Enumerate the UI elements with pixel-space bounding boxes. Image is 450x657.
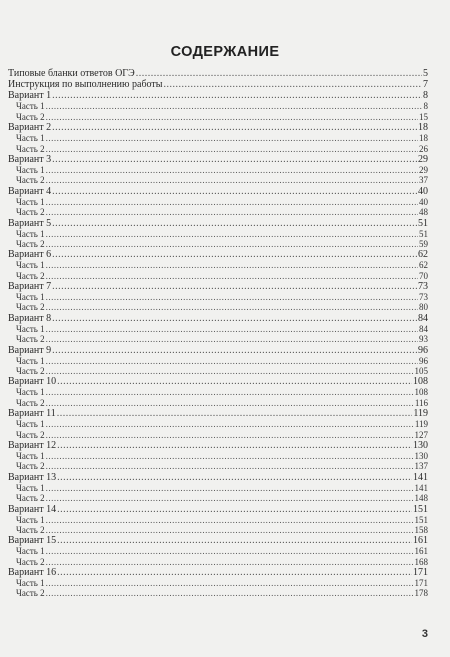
toc-part-entry-page: 73: [419, 292, 428, 303]
variant-list: [8, 90, 428, 599]
toc-part-entry[interactable]: [8, 366, 428, 376]
toc-part-entry[interactable]: [8, 302, 428, 312]
leader-dots: [46, 356, 418, 366]
toc-part-entry-page: 96: [419, 355, 428, 366]
leader-dots: [52, 90, 422, 101]
toc-variant-entry-label: Вариант 8: [8, 312, 52, 324]
toc-part-entry-page: 168: [414, 556, 428, 567]
leader-dots: [57, 440, 412, 451]
toc-part-entry-page: 151: [414, 514, 428, 525]
toc-variant-entry-label: Вариант 3: [8, 153, 52, 165]
toc-part-entry-page: 40: [419, 196, 428, 207]
leader-dots: [57, 535, 412, 546]
leader-dots: [46, 271, 418, 281]
toc-part-entry-label: Часть 1: [16, 196, 45, 207]
toc-part-entry-label: Часть 1: [16, 355, 45, 366]
toc-part-entry[interactable]: [8, 493, 428, 503]
toc-part-entry-label: Часть 2: [16, 334, 45, 345]
leader-dots: [52, 154, 417, 165]
toc-part-entry-label: Часть 1: [16, 292, 45, 303]
toc-variant-entry-page: 171: [413, 567, 428, 579]
toc-variant-entry-page: 62: [418, 249, 428, 261]
toc-variant-entry-page: 108: [413, 376, 428, 388]
toc-part-entry-page: 158: [414, 524, 428, 535]
leader-dots: [46, 133, 418, 143]
toc-part-entry-label: Часть 2: [16, 397, 45, 408]
leader-dots: [46, 239, 418, 249]
leader-dots: [57, 504, 412, 515]
toc-part-entry-page: 80: [419, 302, 428, 313]
toc-part-entry[interactable]: [8, 430, 428, 440]
leader-dots: [136, 68, 422, 79]
toc-part-entry-page: 62: [419, 260, 428, 271]
leader-dots: [46, 430, 414, 440]
toc-part-entry-label: Часть 2: [16, 175, 45, 186]
toc-part-entry-label: Часть 2: [16, 270, 45, 281]
toc-part-entry-page: 48: [419, 207, 428, 218]
leader-dots: [46, 260, 418, 270]
toc-part-entry[interactable]: [8, 175, 428, 185]
toc-part-entry-label: Часть 1: [16, 323, 45, 334]
toc-part-entry-label: Часть 1: [16, 546, 45, 557]
toc-part-entry-label: Часть 2: [16, 238, 45, 249]
toc-part-entry[interactable]: [8, 356, 428, 366]
leader-dots: [46, 197, 418, 207]
toc-part-entry-label: Часть 1: [16, 228, 45, 239]
leader-dots: [46, 419, 414, 429]
toc-part-entry-page: 116: [414, 397, 428, 408]
toc-variant-entry-page: 141: [413, 471, 428, 483]
leader-dots: [52, 345, 417, 356]
toc-part-entry-label: Часть 1: [16, 164, 45, 175]
toc-part-entry[interactable]: [8, 292, 428, 302]
toc-variant-entry-page: 73: [418, 281, 428, 293]
leader-dots: [46, 366, 414, 376]
toc-part-entry-page: 141: [414, 482, 428, 493]
toc-variant-entry-label: Вариант 14: [8, 503, 57, 515]
toc-part-entry[interactable]: [8, 144, 428, 154]
leader-dots: [52, 281, 417, 292]
toc-variant-entry-page: 18: [418, 122, 428, 134]
toc-variant-entry-page: 130: [413, 439, 428, 451]
leader-dots: [46, 451, 414, 461]
leader-dots: [46, 546, 414, 556]
leader-dots: [46, 175, 418, 185]
toc-variant-entry[interactable]: [8, 313, 428, 324]
toc-variant-entry[interactable]: [8, 249, 428, 260]
toc-part-entry-label: Часть 2: [16, 493, 45, 504]
toc-part-entry[interactable]: [8, 239, 428, 249]
toc-part-entry-page: 8: [423, 101, 428, 112]
toc-part-entry-page: 70: [419, 270, 428, 281]
leader-dots: [46, 101, 423, 111]
toc-variant-entry[interactable]: [8, 90, 428, 101]
table-of-contents: [8, 68, 428, 599]
toc-variant-entry-page: 151: [413, 503, 428, 515]
toc-part-entry[interactable]: [8, 387, 428, 397]
leader-dots: [46, 483, 414, 493]
toc-part-entry[interactable]: [8, 451, 428, 461]
toc-part-entry-page: 130: [414, 450, 428, 461]
toc-part-entry-label: Часть 1: [16, 514, 45, 525]
leader-dots: [46, 292, 418, 302]
toc-part-entry[interactable]: [8, 334, 428, 344]
toc-variant-entry-page: 84: [418, 312, 428, 324]
toc-entry-page: 5: [423, 68, 428, 79]
toc-variant-entry-page: 96: [418, 344, 428, 356]
toc-part-entry[interactable]: [8, 229, 428, 239]
toc-part-entry-label: Часть 1: [16, 260, 45, 271]
toc-variant-entry[interactable]: [8, 218, 428, 229]
toc-variant-entry[interactable]: [8, 472, 428, 483]
leader-dots: [46, 578, 414, 588]
toc-part-entry-page: 137: [414, 461, 428, 472]
toc-variant-entry-page: 40: [418, 185, 428, 197]
toc-part-entry-page: 119: [414, 419, 428, 430]
toc-variant-entry-label: Вариант 5: [8, 217, 52, 229]
toc-variant-entry-label: Вариант 4: [8, 185, 52, 197]
leader-dots: [52, 218, 417, 229]
toc-part-entry-label: Часть 2: [16, 556, 45, 567]
toc-variant-entry-label: Вариант 7: [8, 281, 52, 293]
leader-dots: [46, 515, 414, 525]
page-title: СОДЕРЖАНИЕ: [170, 44, 280, 60]
toc-part-entry-label: Часть 2: [16, 588, 45, 599]
leader-dots: [46, 144, 418, 154]
toc-variant-entry-label: Вариант 6: [8, 249, 52, 261]
toc-part-entry-label: Часть 2: [16, 524, 45, 535]
toc-variant-entry-label: Вариант 2: [8, 122, 52, 134]
toc-variant-entry[interactable]: [8, 440, 428, 451]
leader-dots: [46, 461, 414, 471]
toc-part-entry[interactable]: [8, 101, 428, 111]
toc-part-entry-page: 127: [414, 429, 428, 440]
leader-dots: [46, 588, 414, 598]
leader-dots: [46, 334, 418, 344]
leader-dots: [46, 112, 418, 122]
leader-dots: [163, 79, 422, 90]
toc-part-entry-page: 18: [419, 133, 428, 144]
leader-dots: [46, 525, 414, 535]
toc-variant-entry[interactable]: [8, 345, 428, 356]
toc-part-entry-page: 59: [419, 238, 428, 249]
leader-dots: [46, 387, 414, 397]
toc-part-entry[interactable]: [8, 324, 428, 334]
toc-part-entry[interactable]: [8, 197, 428, 207]
toc-part-entry-label: Часть 1: [16, 133, 45, 144]
toc-part-entry[interactable]: [8, 515, 428, 525]
toc-part-entry-label: Часть 2: [16, 429, 45, 440]
leader-dots: [46, 207, 418, 217]
toc-part-entry-page: 84: [419, 323, 428, 334]
toc-variant-entry-label: Вариант 9: [8, 344, 52, 356]
toc-part-entry[interactable]: [8, 483, 428, 493]
toc-part-entry-label: Часть 1: [16, 419, 45, 430]
toc-variant-entry-label: Вариант 11: [8, 408, 56, 420]
toc-part-entry-label: Часть 2: [16, 111, 45, 122]
leader-dots: [57, 567, 412, 578]
toc-entry-page: 7: [423, 79, 428, 91]
toc-variant-entry-page: 8: [423, 90, 428, 102]
leader-dots: [46, 165, 418, 175]
toc-part-entry[interactable]: [8, 557, 428, 567]
toc-part-entry[interactable]: [8, 207, 428, 217]
toc-part-entry-label: Часть 2: [16, 143, 45, 154]
toc-part-entry-label: Часть 1: [16, 482, 45, 493]
toc-part-entry-page: 108: [414, 387, 428, 398]
toc-variant-entry[interactable]: [8, 186, 428, 197]
toc-variant-entry[interactable]: [8, 535, 428, 546]
toc-part-entry-label: Часть 2: [16, 461, 45, 472]
leader-dots: [46, 302, 418, 312]
toc-part-entry[interactable]: [8, 578, 428, 588]
toc-variant-entry[interactable]: [8, 504, 428, 515]
toc-entry-label: Типовые бланки ответов ОГЭ: [8, 68, 135, 79]
toc-part-entry-page: 26: [419, 143, 428, 154]
toc-part-entry-label: Часть 1: [16, 578, 45, 589]
toc-part-entry[interactable]: [8, 112, 428, 122]
toc-variant-entry-page: 51: [418, 217, 428, 229]
toc-variant-entry-page: 29: [418, 153, 428, 165]
leader-dots: [52, 122, 417, 133]
toc-part-entry[interactable]: [8, 165, 428, 175]
toc-part-entry-page: 178: [414, 588, 428, 599]
toc-variant-entry[interactable]: [8, 376, 428, 387]
toc-part-entry-page: 37: [419, 175, 428, 186]
toc-part-entry-label: Часть 2: [16, 207, 45, 218]
toc-variant-entry-label: Вариант 10: [8, 376, 57, 388]
toc-variant-entry-label: Вариант 16: [8, 567, 57, 579]
leader-dots: [52, 186, 417, 197]
toc-variant-entry[interactable]: [8, 408, 428, 419]
toc-part-entry[interactable]: [8, 260, 428, 270]
leader-dots: [57, 472, 412, 483]
toc-part-entry-label: Часть 2: [16, 302, 45, 313]
toc-variant-entry-page: 119: [413, 408, 428, 420]
toc-part-entry-page: 105: [414, 366, 428, 377]
toc-part-entry[interactable]: [8, 419, 428, 429]
toc-variant-entry[interactable]: [8, 154, 428, 165]
toc-part-entry-page: 93: [419, 334, 428, 345]
toc-part-entry-page: 148: [414, 493, 428, 504]
toc-part-entry[interactable]: [8, 271, 428, 281]
toc-variant-entry[interactable]: [8, 567, 428, 578]
toc-variant-entry[interactable]: [8, 281, 428, 292]
toc-part-entry[interactable]: [8, 461, 428, 471]
leader-dots: [46, 229, 418, 239]
page-number: 3: [421, 628, 428, 640]
toc-part-entry[interactable]: [8, 398, 428, 408]
toc-variant-entry-label: Вариант 1: [8, 90, 52, 102]
toc-part-entry-page: 29: [419, 164, 428, 175]
toc-part-entry[interactable]: [8, 588, 428, 598]
toc-part-entry-label: Часть 1: [16, 450, 45, 461]
toc-part-entry[interactable]: [8, 525, 428, 535]
toc-variant-entry[interactable]: [8, 122, 428, 133]
toc-part-entry[interactable]: [8, 133, 428, 143]
toc-part-entry-page: 51: [419, 228, 428, 239]
leader-dots: [52, 249, 417, 260]
toc-variant-entry-page: 161: [413, 535, 428, 547]
toc-part-entry-label: Часть 2: [16, 366, 45, 377]
toc-entry-label: Инструкция по выполнению работы: [8, 79, 163, 91]
toc-part-entry[interactable]: [8, 546, 428, 556]
toc-entry[interactable]: [8, 68, 428, 79]
leader-dots: [46, 324, 418, 334]
toc-part-entry-label: Часть 1: [16, 101, 45, 112]
toc-part-entry-page: 15: [419, 111, 428, 122]
toc-variant-entry-label: Вариант 12: [8, 439, 57, 451]
toc-part-entry-label: Часть 1: [16, 387, 45, 398]
toc-part-entry-page: 161: [414, 546, 428, 557]
leader-dots: [57, 376, 412, 387]
leader-dots: [52, 313, 417, 324]
toc-part-entry-page: 171: [414, 578, 428, 589]
toc-entry[interactable]: [8, 79, 428, 90]
leader-dots: [46, 557, 414, 567]
toc-variant-entry-label: Вариант 15: [8, 535, 57, 547]
toc-variant-entry-label: Вариант 13: [8, 471, 57, 483]
leader-dots: [46, 398, 414, 408]
leader-dots: [57, 408, 413, 419]
leader-dots: [46, 493, 414, 503]
